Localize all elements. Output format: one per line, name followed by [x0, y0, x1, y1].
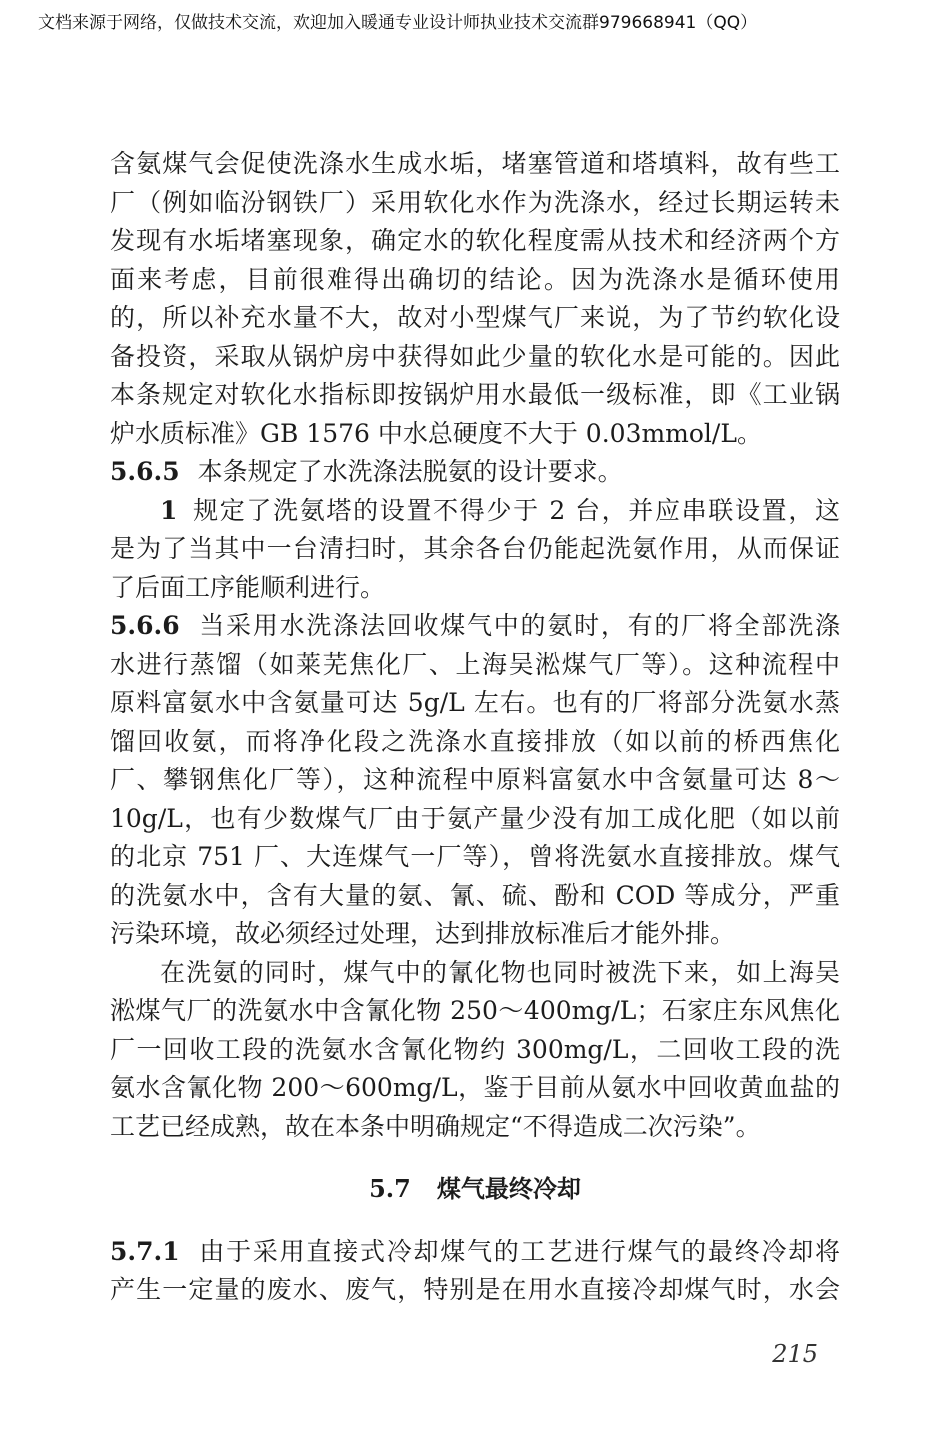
text-line: 的北京 751 厂、大连煤气一厂等），曾将洗氨水直接排放。煤气: [110, 842, 840, 871]
text-line: 的，所以补充水量不大，故对小型煤气厂来说，为了节约软化设: [110, 303, 840, 332]
text-line: 了后面工序能顺利进行。: [110, 572, 386, 602]
text-line: 淞煤气厂的洗氨水中含氰化物 250～400mg/L；石家庄东风焦化: [110, 996, 840, 1025]
clause-number: 5.6.6: [110, 611, 180, 640]
clause-heading-line: [110, 453, 840, 492]
clause-heading-line: [110, 607, 840, 646]
text-line: 是为了当其中一台清扫时，其余各台仍能起洗氨作用，从而保证: [110, 534, 840, 563]
clause-heading-line: [110, 1233, 840, 1272]
text-line: 含氨煤气会促使洗涤水生成水垢，堵塞管道和塔填料，故有些工: [110, 149, 840, 178]
text-line: 污染环境，故必须经过处理，达到排放标准后才能外排。: [110, 919, 736, 948]
item-text: 规定了洗氨塔的设置不得少于 2 台，并应串联设置，这: [191, 495, 840, 525]
text-line: 馏回收氨，而将净化段之洗涤水直接排放（如以前的桥西焦化: [110, 726, 840, 756]
paragraph-water-softening: [110, 145, 840, 453]
page-number: 215: [772, 1340, 818, 1368]
text-line: 炉水质标准》GB 1576 中水总硬度不大于 0.03mmol/L。: [110, 418, 762, 448]
clause-5-7-1: [110, 1233, 840, 1310]
clause-text: 当采用水洗涤法回收煤气中的氨时，有的厂将全部洗涤: [197, 611, 840, 640]
text-line: 发现有水垢堵塞现象，确定水的软化程度需从技术和经济两个方: [110, 226, 840, 255]
text-line: 水进行蒸馏（如莱芜焦化厂、上海吴淞煤气厂等）。这种流程中: [110, 649, 840, 679]
text-line: 厂一回收工段的洗氨水含氰化物约 300mg/L，二回收工段的洗: [110, 1034, 840, 1064]
text-line: 产生一定量的废水、废气，特别是在用水直接冷却煤气时，水会: [110, 1275, 840, 1304]
clause-text: 由于采用直接式冷却煤气的工艺进行煤气的最终冷却将: [197, 1236, 840, 1266]
text-line: 厂（例如临汾钢铁厂）采用软化水作为洗涤水，经过长期运转未: [110, 187, 840, 217]
text-line: 厂、攀钢焦化厂等），这种流程中原料富氨水中含氨量可达 8～: [110, 765, 840, 794]
text-line: 本条规定对软化水指标即按锅炉用水最低一级标准，即《工业锅: [110, 380, 840, 409]
section-title: 煤气最终冷却: [436, 1174, 581, 1203]
text-line: 原料富氨水中含氨量可达 5g/L 左右。也有的厂将部分洗氨水蒸: [110, 688, 840, 717]
clause-text: 本条规定了水洗涤法脱氨的设计要求。: [197, 457, 623, 486]
clause-number: 5.7.1: [110, 1236, 180, 1266]
text-line: 备投资，采取从锅炉房中获得如此少量的软化水是可能的。因此: [110, 341, 840, 371]
section-number: 5.7: [369, 1174, 411, 1203]
text-line: 工艺已经成熟，故在本条中明确规定“不得造成二次污染”。: [110, 1111, 761, 1141]
clause-5-6-6: [110, 607, 840, 1146]
section-heading-5-7: [110, 1170, 840, 1209]
watermark-banner: 文档来源于网络，仅做技术交流，欢迎加入暖通专业设计师执业技术交流群979668941（QQ）: [38, 13, 758, 33]
text-line: 在洗氨的同时，煤气中的氰化物也同时被洗下来，如上海吴: [160, 957, 840, 987]
item-number: 1: [160, 495, 178, 525]
item-line: [110, 492, 840, 531]
document-body: [110, 145, 840, 1310]
clause-5-6-5: [110, 453, 840, 607]
clause-number: 5.6.5: [110, 457, 180, 486]
text-line: 面来考虑，目前很难得出确切的结论。因为洗涤水是循环使用: [110, 264, 840, 294]
text-line: 氨水含氰化物 200～600mg/L，鉴于目前从氨水中回收黄血盐的: [110, 1073, 840, 1102]
text-line: 的洗氨水中，含有大量的氨、氰、硫、酚和 COD 等成分，严重: [110, 880, 840, 910]
text-line: 10g/L，也有少数煤气厂由于氨产量少没有加工成化肥（如以前: [110, 803, 840, 833]
